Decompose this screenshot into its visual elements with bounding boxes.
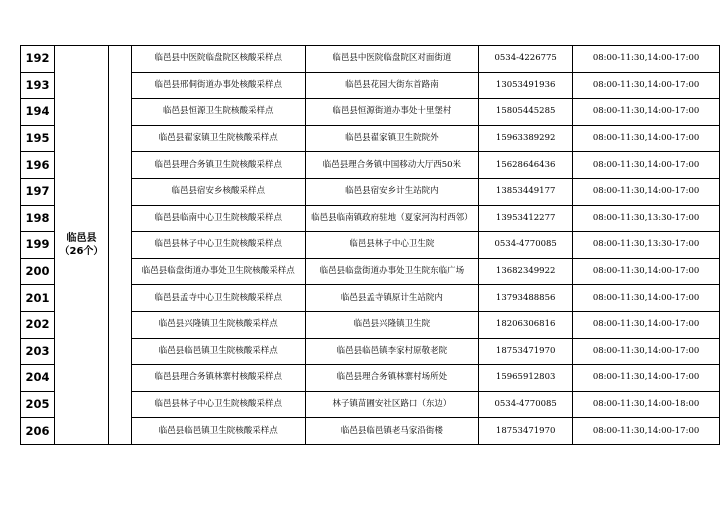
address-cell: 临邑县理合务镇中国移动大厅西50米: [305, 152, 479, 179]
phone-cell: 0534-4770085: [479, 391, 573, 418]
site-name-cell: 临邑县临盘街道办事处卫生院核酸采样点: [131, 258, 305, 285]
row-number: 205: [21, 391, 55, 418]
phone-cell: 13682349922: [479, 258, 573, 285]
hours-cell: 08:00-11:30,14:00-17:00: [573, 72, 720, 99]
hours-cell: 08:00-11:30,13:30-17:00: [573, 205, 720, 232]
hours-cell: 08:00-11:30,14:00-17:00: [573, 365, 720, 392]
row-number: 194: [21, 99, 55, 126]
site-name-cell: 临邑县翟家镇卫生院核酸采样点: [131, 125, 305, 152]
phone-cell: 15628646436: [479, 152, 573, 179]
address-cell: 临邑县中医院临盘院区对面街道: [305, 46, 479, 73]
site-name-cell: 临邑县中医院临盘院区核酸采样点: [131, 46, 305, 73]
site-name-cell: 临邑县临南中心卫生院核酸采样点: [131, 205, 305, 232]
phone-cell: 13053491936: [479, 72, 573, 99]
phone-cell: 18206306816: [479, 311, 573, 338]
address-cell: 临邑县恒源街道办事处十里堡村: [305, 99, 479, 126]
hours-cell: 08:00-11:30,14:00-17:00: [573, 311, 720, 338]
address-cell: 临邑县临邑镇老马家沿街楼: [305, 418, 479, 445]
row-number: 200: [21, 258, 55, 285]
site-name-cell: 临邑县临邑镇卫生院核酸采样点: [131, 418, 305, 445]
row-number: 202: [21, 311, 55, 338]
address-cell: 临邑县临邑镇李家村原敬老院: [305, 338, 479, 365]
site-name-cell: 临邑县孟寺中心卫生院核酸采样点: [131, 285, 305, 312]
phone-cell: 18753471970: [479, 338, 573, 365]
hours-cell: 08:00-11:30,14:00-17:00: [573, 258, 720, 285]
site-name-cell: 临邑县宿安乡核酸采样点: [131, 178, 305, 205]
address-cell: 临邑县宿安乡计生站院内: [305, 178, 479, 205]
site-name-cell: 临邑县林子中心卫生院核酸采样点: [131, 391, 305, 418]
phone-cell: 0534-4226775: [479, 46, 573, 73]
phone-cell: 13853449177: [479, 178, 573, 205]
hours-cell: 08:00-11:30,14:00-17:00: [573, 125, 720, 152]
row-number: 203: [21, 338, 55, 365]
county-cell: 临邑县（26个）: [54, 46, 108, 445]
site-name-cell: 临邑县邢侗街道办事处核酸采样点: [131, 72, 305, 99]
site-name-cell: 临邑县林子中心卫生院核酸采样点: [131, 232, 305, 259]
phone-cell: 18753471970: [479, 418, 573, 445]
blank-column: [108, 46, 131, 445]
hours-cell: 08:00-11:30,14:00-17:00: [573, 178, 720, 205]
table-row: [21, 46, 720, 73]
hours-cell: 08:00-11:30,14:00-17:00: [573, 338, 720, 365]
row-number: 195: [21, 125, 55, 152]
hours-cell: 08:00-11:30,14:00-17:00: [573, 418, 720, 445]
address-cell: 临邑县林子中心卫生院: [305, 232, 479, 259]
row-number: 206: [21, 418, 55, 445]
address-cell: 临邑县理合务镇林寨村场所处: [305, 365, 479, 392]
site-name-cell: 临邑县恒源卫生院核酸采样点: [131, 99, 305, 126]
row-number: 196: [21, 152, 55, 179]
hours-cell: 08:00-11:30,14:00-17:00: [573, 46, 720, 73]
phone-cell: 13953412277: [479, 205, 573, 232]
site-name-cell: 临邑县理合务镇卫生院核酸采样点: [131, 152, 305, 179]
site-name-cell: 临邑县兴隆镇卫生院核酸采样点: [131, 311, 305, 338]
phone-cell: 0534-4770085: [479, 232, 573, 259]
phone-cell: 15963389292: [479, 125, 573, 152]
hours-cell: 08:00-11:30,14:00-17:00: [573, 99, 720, 126]
address-cell: 林子镇苗圃安社区路口（东边）: [305, 391, 479, 418]
hours-cell: 08:00-11:30,14:00-17:00: [573, 285, 720, 312]
address-cell: 临邑县兴隆镇卫生院: [305, 311, 479, 338]
hours-cell: 08:00-11:30,14:00-17:00: [573, 152, 720, 179]
address-cell: 临邑县临盘街道办事处卫生院东临广场: [305, 258, 479, 285]
sampling-sites-table: [20, 45, 720, 445]
site-name-cell: 临邑县理合务镇林寨村核酸采样点: [131, 365, 305, 392]
hours-cell: 08:00-11:30,13:30-17:00: [573, 232, 720, 259]
row-number: 197: [21, 178, 55, 205]
hours-cell: 08:00-11:30,14:00-18:00: [573, 391, 720, 418]
address-cell: 临邑县临南镇政府驻地（夏家河沟村西邻）: [305, 205, 479, 232]
phone-cell: 15805445285: [479, 99, 573, 126]
row-number: 192: [21, 46, 55, 73]
address-cell: 临邑县孟寺镇原计生站院内: [305, 285, 479, 312]
phone-cell: 13793488856: [479, 285, 573, 312]
row-number: 198: [21, 205, 55, 232]
row-number: 199: [21, 232, 55, 259]
row-number: 204: [21, 365, 55, 392]
address-cell: 临邑县翟家镇卫生院院外: [305, 125, 479, 152]
phone-cell: 15965912803: [479, 365, 573, 392]
site-name-cell: 临邑县临邑镇卫生院核酸采样点: [131, 338, 305, 365]
table-body: [21, 46, 720, 445]
row-number: 193: [21, 72, 55, 99]
row-number: 201: [21, 285, 55, 312]
address-cell: 临邑县花园大街东首路南: [305, 72, 479, 99]
